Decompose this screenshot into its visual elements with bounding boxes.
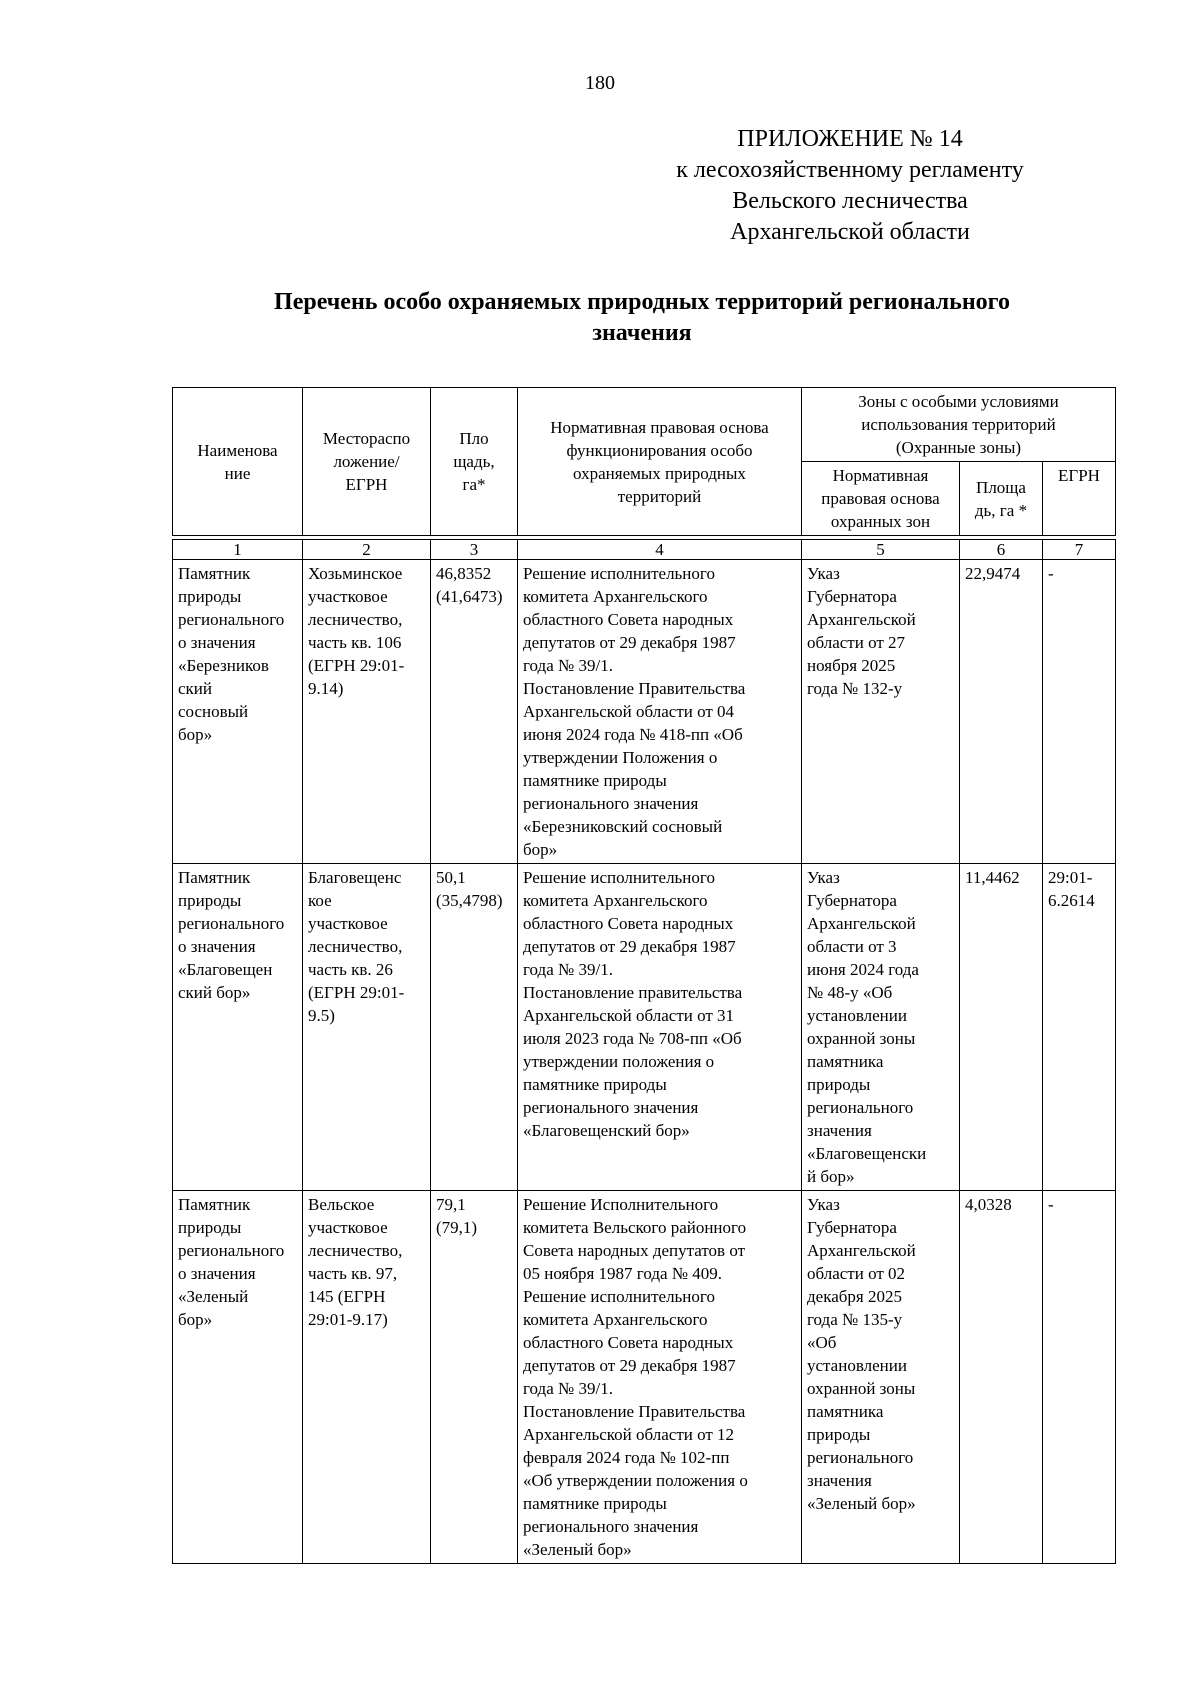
text-line: ский бор» bbox=[178, 983, 251, 1002]
text-line: кое bbox=[308, 891, 332, 910]
cell-area bbox=[431, 560, 518, 864]
text-line: Губернатора bbox=[807, 891, 897, 910]
header-location bbox=[303, 388, 431, 536]
text-line: Указ bbox=[807, 564, 840, 583]
text-line: Решение исполнительного bbox=[523, 868, 715, 887]
text-line: памятнике природы bbox=[523, 1494, 667, 1513]
header-legal-basis bbox=[518, 388, 802, 536]
cell-area bbox=[431, 864, 518, 1191]
text-line: депутатов от 29 декабря 1987 bbox=[523, 633, 736, 652]
text-line: 145 (ЕГРН bbox=[308, 1287, 386, 1306]
text-line: участковое bbox=[308, 587, 388, 606]
column-number: 5 bbox=[802, 540, 960, 560]
text-line: декабря 2025 bbox=[807, 1287, 902, 1306]
text-line: (41,6473) bbox=[436, 587, 503, 606]
text-line: памятнике природы bbox=[523, 1075, 667, 1094]
cell-zone-egrn bbox=[1043, 560, 1116, 864]
text-line: комитета Вельского районного bbox=[523, 1218, 747, 1237]
text-line: га* bbox=[462, 475, 486, 494]
text-line: «Об утверждении положения о bbox=[523, 1471, 748, 1490]
text-line: сосновый bbox=[178, 702, 249, 721]
cell-zone-area bbox=[960, 560, 1043, 864]
text-line: года № 39/1. bbox=[523, 1379, 613, 1398]
text-line: утверждении Положения о bbox=[523, 748, 718, 767]
text-line: 11,4462 bbox=[965, 868, 1020, 887]
text-line: 9.5) bbox=[308, 1006, 335, 1025]
text-line: й бор» bbox=[807, 1167, 855, 1186]
text-line: Архангельской bbox=[807, 914, 916, 933]
appendix-heading bbox=[640, 124, 1060, 248]
text-line: бор» bbox=[178, 725, 213, 744]
column-number: 4 bbox=[518, 540, 802, 560]
text-line: «Благовещен bbox=[178, 960, 273, 979]
cell-location bbox=[303, 560, 431, 864]
text-line: области от 02 bbox=[807, 1264, 906, 1283]
header-area bbox=[431, 388, 518, 536]
text-line: охранных зон bbox=[830, 512, 931, 531]
text-line: 05 ноября 1987 года № 409. bbox=[523, 1264, 723, 1283]
text-line: «Зеленый бор» bbox=[523, 1540, 632, 1559]
text-line: Постановление Правительства bbox=[523, 679, 746, 698]
text-line: Губернатора bbox=[807, 1218, 897, 1237]
text-line: регионального значения bbox=[523, 1517, 699, 1536]
text-line: ский bbox=[178, 679, 212, 698]
text-line: Архангельской bbox=[807, 1241, 916, 1260]
document-title bbox=[172, 287, 1112, 349]
appendix-line: Архангельской области bbox=[730, 219, 970, 245]
text-line: (79,1) bbox=[436, 1218, 478, 1237]
text-line: охраняемых природных bbox=[573, 463, 746, 483]
text-line: комитета Архангельского bbox=[523, 587, 708, 606]
text-line: Хозьминское bbox=[308, 564, 403, 583]
text-line: - bbox=[1048, 564, 1054, 583]
text-line: Указ bbox=[807, 1195, 840, 1214]
text-line: 22,9474 bbox=[965, 564, 1021, 583]
text-line: природы bbox=[178, 891, 242, 910]
text-line: «Благовещенски bbox=[807, 1144, 927, 1163]
column-number-row bbox=[173, 540, 1116, 560]
text-line: Памятник bbox=[178, 868, 251, 887]
cell-zone-legal-basis bbox=[802, 1191, 960, 1564]
text-line: часть кв. 106 bbox=[308, 633, 402, 652]
text-line: ЕГРН bbox=[345, 475, 388, 494]
text-line: о значения bbox=[178, 633, 256, 652]
protected-areas-table bbox=[172, 387, 1116, 1564]
cell-location bbox=[303, 1191, 431, 1564]
text-line: использования территорий bbox=[861, 415, 1056, 434]
text-line: установлении bbox=[807, 1006, 907, 1025]
text-line: депутатов от 29 декабря 1987 bbox=[523, 937, 736, 956]
text-line: июня 2024 года № 418-пп «Об bbox=[523, 725, 743, 744]
text-line: 50,1 bbox=[436, 868, 466, 887]
text-line: «Березниковский сосновый bbox=[523, 817, 723, 836]
text-line: участковое bbox=[308, 1218, 388, 1237]
text-line: областного Совета народных bbox=[523, 914, 734, 933]
text-line: ние bbox=[224, 463, 251, 483]
text-line: природы bbox=[178, 1218, 242, 1237]
text-line: 29:01-9.17) bbox=[308, 1310, 388, 1329]
text-line: о значения bbox=[178, 1264, 256, 1283]
cell-zone-area bbox=[960, 864, 1043, 1191]
text-line: ложение/ bbox=[333, 452, 400, 471]
cell-name bbox=[173, 560, 303, 864]
text-line: Указ bbox=[807, 868, 840, 887]
text-line: утверждении положения о bbox=[523, 1052, 715, 1071]
text-line: природы bbox=[807, 1425, 871, 1444]
text-line: Решение исполнительного bbox=[523, 564, 715, 583]
cell-name bbox=[173, 1191, 303, 1564]
text-line: часть кв. 97, bbox=[308, 1264, 398, 1283]
text-line: лесничество, bbox=[308, 937, 403, 956]
text-line: областного Совета народных bbox=[523, 610, 734, 629]
text-line: июля 2023 года № 708-пп «Об bbox=[523, 1029, 742, 1048]
text-line: Постановление правительства bbox=[523, 983, 743, 1002]
text-line: лесничество, bbox=[308, 1241, 403, 1260]
text-line: 46,8352 bbox=[436, 564, 492, 583]
text-line: 6.2614 bbox=[1048, 891, 1095, 910]
text-line: природы bbox=[807, 1075, 871, 1094]
appendix-line: Вельского лесничества bbox=[732, 188, 968, 214]
header-protection-zones bbox=[802, 388, 1116, 462]
text-line: комитета Архангельского bbox=[523, 1310, 708, 1329]
text-line: «Зеленый bbox=[178, 1287, 249, 1306]
text-line: регионального значения bbox=[523, 794, 699, 813]
text-line: года № 135-у bbox=[807, 1310, 903, 1329]
text-line: Благовещенс bbox=[308, 868, 402, 887]
appendix-line: к лесохозяйственному регламенту bbox=[676, 157, 1024, 183]
text-line: 79,1 bbox=[436, 1195, 466, 1214]
table-row bbox=[173, 560, 1116, 864]
text-line: 29:01- bbox=[1048, 868, 1093, 887]
text-line: Вельское bbox=[308, 1195, 375, 1214]
text-line: природы bbox=[178, 587, 242, 606]
text-line: февраля 2024 года № 102-пп bbox=[523, 1448, 730, 1467]
text-line: «Зеленый бор» bbox=[807, 1494, 916, 1513]
title-line: значения bbox=[592, 320, 692, 346]
text-line: ЕГРН bbox=[1058, 466, 1100, 485]
text-line: Площа bbox=[976, 477, 1026, 497]
text-line: памятнике природы bbox=[523, 771, 667, 790]
text-line: лесничество, bbox=[308, 610, 403, 629]
text-line: памятника bbox=[807, 1402, 884, 1421]
appendix-line: ПРИЛОЖЕНИЕ № 14 bbox=[737, 126, 963, 152]
text-line: Наименова bbox=[197, 440, 278, 460]
text-line: участковое bbox=[308, 914, 388, 933]
column-number: 6 bbox=[960, 540, 1043, 560]
text-line: Зоны с особыми условиями bbox=[858, 392, 1059, 411]
text-line: Памятник bbox=[178, 564, 251, 583]
page-number: 180 bbox=[585, 72, 615, 94]
text-line: ноября 2025 bbox=[807, 656, 896, 675]
text-line: (ЕГРН 29:01- bbox=[308, 983, 405, 1002]
text-line: «Об bbox=[807, 1333, 837, 1352]
text-line: значения bbox=[807, 1471, 872, 1490]
text-line: регионального bbox=[178, 1241, 285, 1260]
text-line: Архангельской области от 31 bbox=[523, 1006, 735, 1025]
text-line: бор» bbox=[178, 1310, 213, 1329]
text-line: правовая основа bbox=[821, 489, 940, 508]
text-line: охранной зоны bbox=[807, 1029, 916, 1048]
text-line: регионального bbox=[178, 610, 285, 629]
text-line: регионального bbox=[807, 1098, 914, 1117]
text-line: депутатов от 29 декабря 1987 bbox=[523, 1356, 736, 1375]
cell-zone-area bbox=[960, 1191, 1043, 1564]
text-line: Губернатора bbox=[807, 587, 897, 606]
text-line: часть кв. 26 bbox=[308, 960, 393, 979]
text-line: регионального bbox=[178, 914, 285, 933]
cell-area bbox=[431, 1191, 518, 1564]
text-line: июня 2024 года bbox=[807, 960, 919, 979]
text-line: комитета Архангельского bbox=[523, 891, 708, 910]
cell-legal-basis bbox=[518, 560, 802, 864]
cell-zone-legal-basis bbox=[802, 560, 960, 864]
text-line: (Охранные зоны) bbox=[895, 438, 1022, 457]
text-line: Нормативная bbox=[832, 466, 929, 485]
text-line: областного Совета народных bbox=[523, 1333, 734, 1352]
text-line: - bbox=[1048, 1195, 1054, 1214]
column-number: 1 bbox=[173, 540, 303, 560]
text-line: Решение Исполнительного bbox=[523, 1195, 719, 1214]
text-line: функционирования особо bbox=[566, 440, 753, 460]
text-line: памятника bbox=[807, 1052, 884, 1071]
header-zones-legal-basis bbox=[802, 462, 960, 536]
header-zones-area bbox=[960, 462, 1043, 536]
text-line: щадь, bbox=[453, 452, 495, 471]
text-line: № 48-у «Об bbox=[807, 983, 893, 1002]
cell-zone-egrn bbox=[1043, 864, 1116, 1191]
text-line: Архангельской области от 04 bbox=[523, 702, 735, 721]
text-line: территорий bbox=[617, 486, 702, 506]
text-line: 9.14) bbox=[308, 679, 344, 698]
table-row bbox=[173, 1191, 1116, 1564]
header-zones-egrn bbox=[1043, 462, 1116, 536]
text-line: Пло bbox=[459, 429, 489, 448]
text-line: Архангельской bbox=[807, 610, 916, 629]
text-line: области от 27 bbox=[807, 633, 906, 652]
text-line: дь, га * bbox=[974, 500, 1028, 520]
text-line: Памятник bbox=[178, 1195, 251, 1214]
text-line: года № 39/1. bbox=[523, 960, 613, 979]
text-line: регионального значения bbox=[523, 1098, 699, 1117]
cell-legal-basis bbox=[518, 1191, 802, 1564]
column-number: 3 bbox=[431, 540, 518, 560]
text-line: Архангельской области от 12 bbox=[523, 1425, 735, 1444]
text-line: Постановление Правительства bbox=[523, 1402, 746, 1421]
text-line: Местораспо bbox=[322, 429, 411, 448]
text-line: области от 3 bbox=[807, 937, 897, 956]
text-line: регионального bbox=[807, 1448, 914, 1467]
text-line: «Благовещенский бор» bbox=[523, 1121, 690, 1140]
cell-location bbox=[303, 864, 431, 1191]
cell-legal-basis bbox=[518, 864, 802, 1191]
table-row bbox=[173, 864, 1116, 1191]
text-line: значения bbox=[807, 1121, 872, 1140]
text-line: Совета народных депутатов от bbox=[523, 1241, 746, 1260]
text-line: охранной зоны bbox=[807, 1379, 916, 1398]
text-line: Нормативная правовая основа bbox=[550, 417, 769, 437]
text-line: «Березников bbox=[178, 656, 269, 675]
column-number: 7 bbox=[1043, 540, 1116, 560]
text-line: (35,4798) bbox=[436, 891, 503, 910]
text-line: о значения bbox=[178, 937, 256, 956]
text-line: бор» bbox=[523, 840, 558, 859]
title-line: Перечень особо охраняемых природных территорий регионального bbox=[274, 289, 1010, 315]
cell-zone-legal-basis bbox=[802, 864, 960, 1191]
header-name bbox=[173, 388, 303, 536]
text-line: 4,0328 bbox=[965, 1195, 1012, 1214]
cell-name bbox=[173, 864, 303, 1191]
text-line: установлении bbox=[807, 1356, 907, 1375]
text-line: года № 39/1. bbox=[523, 656, 613, 675]
text-line: года № 132-у bbox=[807, 679, 903, 698]
text-line: Решение исполнительного bbox=[523, 1287, 715, 1306]
column-number: 2 bbox=[303, 540, 431, 560]
cell-zone-egrn bbox=[1043, 1191, 1116, 1564]
text-line: (ЕГРН 29:01- bbox=[308, 656, 405, 675]
